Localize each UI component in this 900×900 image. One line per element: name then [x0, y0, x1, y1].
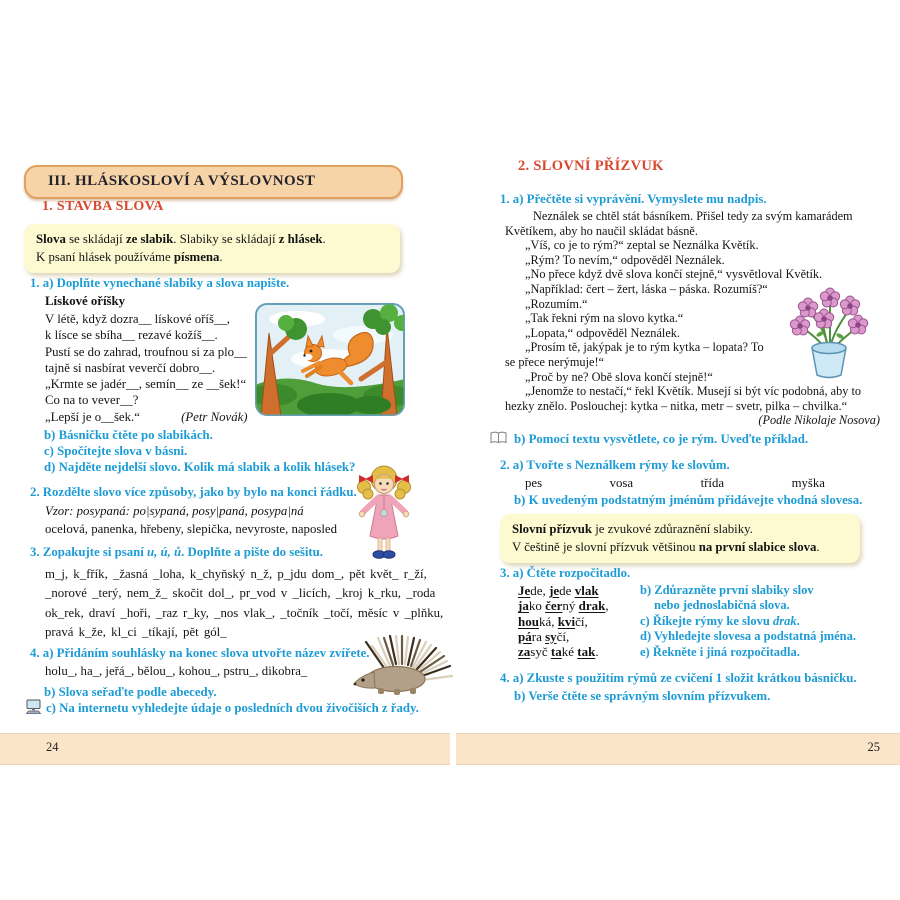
- exercise-3-instruction: 3. Zopakujte si psaní u, ú, ů. Doplňte a pište do sešitu.: [30, 545, 323, 559]
- poem-line: „Krmte se jadér__, semín__ ze __šek!“: [45, 377, 247, 392]
- story-line: „Jenomže to nestačí,“ řekl Květík. Musejí si být víc podobná, aby to: [525, 384, 862, 399]
- exercise-3-lines: [45, 565, 443, 642]
- info-box-line: Slova se skládají ze slabik. Slabiky se skládají z hlásek.: [36, 232, 326, 246]
- story-line: „Například: čert – žert, láska – páska. Rozumíš?“: [525, 281, 768, 296]
- r-exercise-3d-instruction: d) Vyhledejte slovesa a podstatná jména.: [640, 629, 856, 643]
- poem-title: Lískové oříšky: [45, 294, 125, 308]
- r-exercise-3c-instruction: c) Říkejte rýmy ke slovu drak.: [640, 614, 800, 628]
- computer-icon: [26, 699, 42, 714]
- exercise-4-words: holu_, ha_, jeřá_, bělou_, kohou_, pstru_, dikobra_: [45, 664, 308, 678]
- rhyme-line: houká, kvičí,: [518, 613, 588, 629]
- story-line: Neználek se chtěl stát básníkem. Přišel tedy za svým kamarádem: [533, 209, 853, 223]
- exercise-3-line: ok_rek, draví _hoři, _raz r_ky, _nos vlak_, _točník _točí, měsíc v _plňku,: [45, 605, 444, 620]
- exercise-2-instruction: 2. Rozdělte slovo více způsoby, jako by bylo na konci řádku.: [30, 485, 357, 499]
- story-line: „Tak řekni rým na slovo kytka.“: [525, 311, 684, 326]
- r-exercise-4b-instruction: b) Verše čtěte se správným slovním přízvukem.: [514, 689, 771, 703]
- exercise-3-line: m_j, k_fřík, _žasná _loha, k_chyňský n_ž, p_jdu dom_, pět květ_ r_ží,: [45, 567, 427, 581]
- r-exercise-4a-instruction: 4. a) Zkuste s použitím rýmů ze cvičení 1 složit krátkou básničku.: [500, 671, 857, 685]
- r-exercise-3b-instruction-cont: nebo jednoslabičná slova.: [654, 598, 790, 612]
- exercise-3-line: pravá k_že, kl_ci _tíkají, pět gól_: [45, 624, 227, 639]
- poem: [45, 311, 248, 425]
- info-box-prizvuk: [500, 514, 860, 563]
- squirrel-illustration: [255, 303, 405, 416]
- rhyme-word: myška: [791, 476, 825, 490]
- exercise-1a-instruction: 1. a) Doplňte vynechané slabiky a slova napište.: [30, 276, 290, 290]
- rhyme-line: jako černý drak,: [518, 598, 609, 614]
- story-author: (Podle Nikolaje Nosova): [758, 413, 880, 427]
- info-box-line: V češtině je slovní přízvuk většinou na první slabice slova.: [512, 539, 820, 554]
- exercise-4b-instruction: b) Slova seřaďte podle abecedy.: [44, 685, 217, 699]
- rhyme-words-row: [525, 476, 825, 491]
- story-line: „Rozumím.“: [525, 296, 588, 311]
- doll-illustration: [347, 464, 421, 562]
- story-line: „No přece když dvě slova končí stejně,“ vysvětloval Květík.: [525, 267, 823, 282]
- poem-line: k lísce se sbíha__ rezavé kožíš__.: [45, 328, 218, 343]
- info-box-line: K psaní hlásek používáme písmena.: [36, 249, 223, 264]
- info-box-line: Slovní přízvuk je zvukové zdůraznění slabiky.: [512, 522, 753, 536]
- exercise-1b-instruction: b) Básničku čtěte po slabikách.: [44, 428, 213, 442]
- info-box-slabiky: [24, 224, 400, 273]
- rhyme-line: Jede, jede vlak: [518, 583, 599, 598]
- r-exercise-1b-instruction: b) Pomocí textu vysvětlete, co je rým. Uveďte příklad.: [514, 432, 809, 446]
- exercise-3-line: _norové _terý, nem_ž_ skočit dol_, pr_vod v _licích, _kroj k_rku, _roda: [45, 586, 436, 601]
- rhyme-word: vosa: [609, 476, 634, 490]
- story-line: hezky znělo. Poslouchej: kytka – nitka, metr – svetr, pilka – chvilka.“: [505, 398, 848, 413]
- chapter-heading-box: [24, 165, 403, 199]
- story-line: „Rým? To nevím,“ odpověděl Neználek.: [525, 252, 725, 267]
- poem-line: Co na to vever__?: [45, 393, 139, 408]
- exercise-1c-instruction: c) Spočítejte slova v básni.: [44, 444, 188, 458]
- section-title-stavba-slova: 1. STAVBA SLOVA: [42, 199, 164, 214]
- exercise-4c-instruction: c) Na internetu vyhledejte údaje o posledních dvou živočiších z řady.: [46, 701, 419, 715]
- poem-line: V létě, když dozra__ lískové oříš__,: [45, 312, 230, 326]
- poem-line: tajně si nasbírat veverčí dobro__.: [45, 360, 216, 375]
- page-number-left: 24: [46, 740, 59, 754]
- r-exercise-1a-instruction: 1. a) Přečtěte si vyprávění. Vymyslete mu nadpis.: [500, 192, 767, 206]
- exercise-1d-instruction: d) Najděte nejdelší slovo. Kolik má slabik a kolik hlásek?: [44, 460, 356, 474]
- exercise-2-example: Vzor: posypaná: po|sypaná, posy|paná, posypa|ná: [45, 504, 304, 518]
- story-line: „Prosím tě, jakýpak je to rým kytka – lopata? To: [525, 340, 764, 355]
- r-exercise-2b-instruction: b) K uvedeným podstatným jménům přidávejte vhodná slovesa.: [514, 493, 863, 507]
- poem-line: Pustí se do zahrad, troufnou si za plo__: [45, 344, 247, 359]
- rhyme-word: pes: [525, 476, 543, 490]
- exercise-2-words: ocelová, panenka, hřebeny, slepička, nevyroste, naposled: [45, 522, 337, 536]
- chapter-title: III. HLÁSKOSLOVÍ A VÝSLOVNOST: [48, 173, 316, 189]
- flower-vase-illustration: [778, 286, 880, 382]
- exercise-4a-instruction: 4. a) Přidáním souhlásky na konec slova utvořte název zvířete.: [30, 646, 370, 660]
- rhyme-line: pára syčí,: [518, 628, 570, 644]
- rhyme-word: třída: [700, 476, 725, 490]
- r-exercise-2a-instruction: 2. a) Tvořte s Neználkem rýmy ke slovům.: [500, 458, 730, 472]
- page-number-right: 25: [867, 740, 880, 754]
- poem-line: „Lepší je o__šek.“ (Petr Novák): [45, 409, 248, 424]
- section-title-slovni-prizvuk: 2. SLOVNÍ PŘÍZVUK: [518, 158, 664, 174]
- story-line: „Víš, co je to rým?“ zeptal se Neználka Květík.: [525, 238, 759, 253]
- r-exercise-3e-instruction: e) Řekněte i jiná rozpočitadla.: [640, 645, 800, 659]
- r-exercise-3b-instruction: b) Zdůrazněte první slabiky slov: [640, 583, 814, 597]
- story-line: „Proč by ne? Obě slova končí stejně!“: [525, 369, 713, 384]
- r-exercise-3a-instruction: 3. a) Čtěte rozpočitadlo.: [500, 566, 631, 580]
- story-line: Květíkem, aby ho naučil skládat básně.: [505, 223, 698, 238]
- story-line: se přece nerýmuje!“: [505, 354, 604, 369]
- open-book-icon: [490, 431, 507, 445]
- poem-author: (Petr Novák): [181, 409, 248, 424]
- story-line: „Lopata,“ odpověděl Neználek.: [525, 325, 681, 340]
- page-gutter: [450, 733, 456, 765]
- rhyme-line: zasyč také tak.: [518, 644, 599, 660]
- porcupine-illustration: [350, 634, 454, 696]
- counting-rhyme: [518, 583, 609, 659]
